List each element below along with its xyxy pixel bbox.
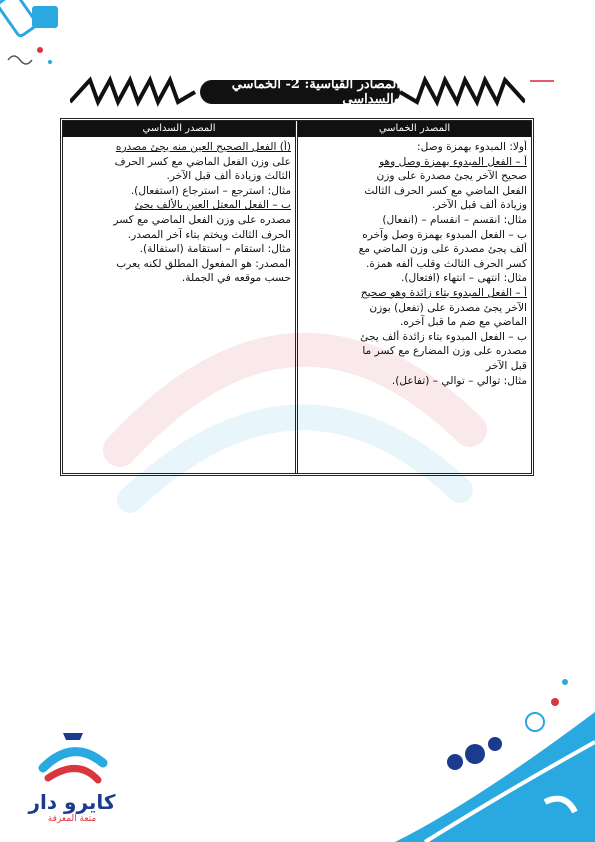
text-line: (أ) الفعل الصحيح العين منه يجئ مصدره [115, 141, 291, 153]
text-line: قبل الآخر [485, 359, 527, 372]
text-line: ب – الفعل المبدوء بهمزة وصل وآخره [362, 228, 527, 241]
text-line: كسر الحرف الثالث وقلب ألفه همزة. [365, 257, 527, 270]
text-line: الثالث وزيادة ألف قبل الآخر. [166, 170, 291, 183]
column-header-senary: المصدر السداسي [63, 121, 295, 137]
text-line: مثال: استرجع – استرجاع (استفعال). [130, 184, 291, 197]
accent-line [530, 80, 554, 82]
right-column [295, 121, 531, 473]
text-line: حسب موقعه في الجملة. [181, 272, 291, 285]
text-line: الحرف الثالث ويختم بتاء آخر المصدر. [127, 228, 291, 241]
text-line: وزيادة ألف قبل الآخر. [432, 199, 527, 212]
text-line: ألف يجئ مصدرة على وزن الماضي مع [358, 243, 527, 256]
brand-name: كايرو دار [28, 790, 116, 814]
bubbles-wave-decoration-icon [395, 652, 595, 842]
text-line: ب – الفعل المبدوء بتاء زائدة ألف يجئ [360, 330, 527, 343]
brand-tagline: متعة المعرفة [47, 814, 97, 824]
column-body-quinary [298, 137, 531, 388]
text-line: مثال: توالي – توالي – (تفاعل). [391, 374, 527, 387]
text-line: الماضي مع ضم ما قبل آخره. [400, 316, 527, 329]
text-line: مثال: استقام – استقامة (استفالة). [139, 243, 291, 256]
text-line: مثال: انتهى – انتهاء (افتعال). [401, 272, 527, 285]
lab-flask-decoration-icon [0, 0, 80, 80]
text-line: أ – الفعل المبدوء بتاء زائدة وهو صحيح [360, 286, 527, 299]
text-line: صحيح الآخر يجئ مصدرة على وزن [376, 170, 527, 183]
column-header-quinary: المصدر الخماسي [298, 121, 531, 137]
text-line: مصدره على وزن المضارع مع كسر ما [362, 345, 527, 358]
left-column [63, 121, 295, 473]
text-line: مثال: انقسم – انقسام – (انفعال) [382, 213, 527, 226]
text-line: الفعل الماضي مع كسر الحرف الثالث [364, 184, 527, 197]
text-line: أ – الفعل المبدوء بهمزة وصل وهو [379, 155, 527, 168]
text-line: أولا: المبدوء بهمزة وصل: [417, 141, 527, 153]
text-line: المصدر: هو المفعول المطلق لكنه يعرب [116, 257, 291, 270]
text-line: مصدره على وزن الفعل الماضي مع كسر [113, 213, 291, 226]
text-line: ب – الفعل المعتل العين بالألف يجئ [134, 199, 291, 212]
page-title: المصادر القياسية: 2- الخماسي والسداسي [200, 80, 400, 104]
text-line: على وزن الفعل الماضي مع كسر الحرف [114, 155, 291, 168]
comparison-table [60, 118, 534, 476]
column-body-senary [63, 137, 295, 286]
text-line: الآخر يجئ مصدرة على (تفعل) بوزن [369, 301, 527, 314]
